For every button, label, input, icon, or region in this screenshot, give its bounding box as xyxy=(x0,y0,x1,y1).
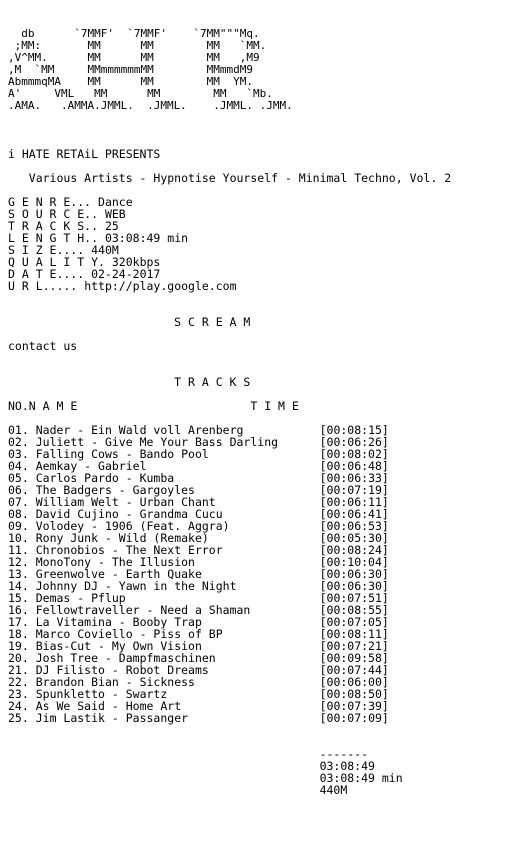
tracklist xyxy=(8,424,524,724)
track-number: 07. xyxy=(8,495,29,509)
track-title: David Cujino - Grandma Cucu xyxy=(35,507,223,521)
track-number: 11. xyxy=(8,543,29,557)
contact-line xyxy=(8,340,524,352)
track-number: 02. xyxy=(8,435,29,449)
track-title: Volodey - 1906 (Feat. Aggra) xyxy=(35,519,230,533)
track-number: 24. xyxy=(8,699,29,713)
scream-heading xyxy=(8,316,524,328)
track-time: [00:06:53] xyxy=(319,519,389,533)
track-number: 21. xyxy=(8,663,29,677)
track-number: 04. xyxy=(8,459,29,473)
info-label: S I Z E.... xyxy=(8,243,85,257)
contact-link[interactable]: contact us xyxy=(8,339,78,353)
track-time: [00:09:58] xyxy=(319,651,389,665)
info-value: 320kbps xyxy=(111,255,161,269)
tracklist-header xyxy=(8,400,524,412)
totals-rule-text: ------- xyxy=(319,747,369,761)
url-link[interactable]: http://play.google.com xyxy=(84,279,237,293)
track-title: Jim Lastik - Passanger xyxy=(35,711,189,725)
track-title: Aemkay - Gabriel xyxy=(35,459,147,473)
track-time: [00:07:09] xyxy=(319,711,389,725)
track-title: As We Said - Home Art xyxy=(35,699,182,713)
track-row xyxy=(8,712,524,724)
header-time: T I M E xyxy=(250,399,299,413)
info-label: Q U A L I T Y. xyxy=(8,255,105,269)
total-size-text: 440M xyxy=(319,783,348,797)
track-time: [00:07:51] xyxy=(319,591,389,605)
track-title: Nader - Ein Wald voll Arenberg xyxy=(35,423,244,437)
info-value: 02-24-2017 xyxy=(91,267,161,281)
total-time-text: 03:08:49 xyxy=(319,759,375,773)
info-label: S O U R C E.. xyxy=(8,207,99,221)
track-title: The Badgers - Gargoyles xyxy=(35,483,195,497)
track-title: Fellowtraveller - Need a Shaman xyxy=(35,603,251,617)
track-title: Demas - Pflup xyxy=(35,591,126,605)
track-number: 10. xyxy=(8,531,29,545)
track-title: DJ Filisto - Robot Dreams xyxy=(35,663,209,677)
track-number: 22. xyxy=(8,675,29,689)
scream-heading-text: S C R E A M xyxy=(174,315,251,329)
track-title: Chronobios - The Next Error xyxy=(35,543,223,557)
track-time: [00:08:15] xyxy=(319,423,389,437)
track-title: Brandon Bian - Sickness xyxy=(35,675,195,689)
track-number: 14. xyxy=(8,579,29,593)
release-info-block xyxy=(8,196,524,292)
track-title: Juliett - Give Me Your Bass Darling xyxy=(35,435,279,449)
track-title: Carlos Pardo - Kumba xyxy=(35,471,175,485)
track-time: [00:07:44] xyxy=(319,663,389,677)
track-title: La Vitamina - Booby Trap xyxy=(35,615,202,629)
track-number: 12. xyxy=(8,555,29,569)
track-time: [00:06:00] xyxy=(319,675,389,689)
track-time: [00:08:11] xyxy=(319,627,389,641)
nfo-document xyxy=(8,28,524,796)
info-value: Dance xyxy=(98,195,133,209)
track-number: 15. xyxy=(8,591,29,605)
track-number: 09. xyxy=(8,519,29,533)
header-no: NO. xyxy=(8,399,29,413)
info-value: WEB xyxy=(104,207,126,221)
track-time: [00:06:30] xyxy=(319,579,389,593)
track-time: [00:10:04] xyxy=(319,555,389,569)
track-number: 20. xyxy=(8,651,29,665)
track-time: [00:05:30] xyxy=(319,531,389,545)
track-title: Bias-Cut - My Own Vision xyxy=(35,639,202,653)
track-number: 17. xyxy=(8,615,29,629)
info-label: L E N G T H.. xyxy=(8,231,99,245)
track-title: Greenwolve - Earth Quake xyxy=(35,567,202,581)
track-time: [00:06:48] xyxy=(319,459,389,473)
track-title: Josh Tree - Dampfmaschinen xyxy=(35,651,216,665)
track-time: [00:07:19] xyxy=(319,483,389,497)
track-title: Spunkletto - Swartz xyxy=(35,687,168,701)
track-time: [00:07:21] xyxy=(319,639,389,653)
info-value: 25 xyxy=(104,219,119,233)
track-time: [00:06:33] xyxy=(319,471,389,485)
track-number: 13. xyxy=(8,567,29,581)
total-size xyxy=(8,784,524,796)
track-time: [00:08:50] xyxy=(319,687,389,701)
track-number: 06. xyxy=(8,483,29,497)
track-time: [00:08:02] xyxy=(319,447,389,461)
total-length-text: 03:08:49 min xyxy=(319,771,403,785)
info-label: T R A C K S.. xyxy=(8,219,99,233)
info-value: 03:08:49 min xyxy=(104,231,189,245)
track-time: [00:08:24] xyxy=(319,543,389,557)
track-time: [00:06:26] xyxy=(319,435,389,449)
tracks-heading xyxy=(8,376,524,388)
header-name: N A M E xyxy=(28,399,78,413)
track-number: 25. xyxy=(8,711,29,725)
track-time: [00:07:05] xyxy=(319,615,389,629)
track-time: [00:06:41] xyxy=(319,507,389,521)
track-time: [00:06:30] xyxy=(319,567,389,581)
info-row-url xyxy=(8,280,524,292)
track-time: [00:07:39] xyxy=(319,699,389,713)
track-number: 08. xyxy=(8,507,29,521)
totals-block xyxy=(8,748,524,796)
track-time: [00:06:11] xyxy=(319,495,389,509)
presenter-line: i HATE RETAiL PRESENTS xyxy=(8,147,161,161)
info-label: D A T E.... xyxy=(8,267,85,281)
track-title: Rony Junk - Wild (Remake) xyxy=(35,531,209,545)
track-title: Marco Coviello - Piss of BP xyxy=(35,627,223,641)
track-number: 18. xyxy=(8,627,29,641)
ascii-logo: db `7MMF' `7MMF' `7MM"""Mq. ;MM: MM MM MM `MM. ,V^MM. MM MM MM ,M9 ,M `MM MMmmmmmmMM MMmmdM9 AbmmmqMA MM MM MM YM. A' VML MM MM MM `Mb. .AMA. .AMMA.JMML. .JMML. .JMML. .JMM. xyxy=(8,27,293,112)
track-number: 16. xyxy=(8,603,29,617)
track-number: 05. xyxy=(8,471,29,485)
release-title-text: Various Artists - Hypnotise Yourself - Minimal Techno, Vol. 2 xyxy=(28,171,452,185)
track-title: MonoTony - The Illusion xyxy=(35,555,195,569)
track-number: 01. xyxy=(8,423,29,437)
release-title xyxy=(8,172,524,184)
track-number: 03. xyxy=(8,447,29,461)
tracks-heading-text: T R A C K S xyxy=(174,375,251,389)
track-number: 23. xyxy=(8,687,29,701)
track-time: [00:08:55] xyxy=(319,603,389,617)
track-title: Falling Cows - Bando Pool xyxy=(35,447,209,461)
info-value: 440M xyxy=(91,243,119,257)
track-number: 19. xyxy=(8,639,29,653)
track-title: Johnny DJ - Yawn in the Night xyxy=(35,579,237,593)
info-label: U R L..... xyxy=(8,279,78,293)
info-label: G E N R E... xyxy=(8,195,92,209)
track-title: William Welt - Urban Chant xyxy=(35,495,216,509)
